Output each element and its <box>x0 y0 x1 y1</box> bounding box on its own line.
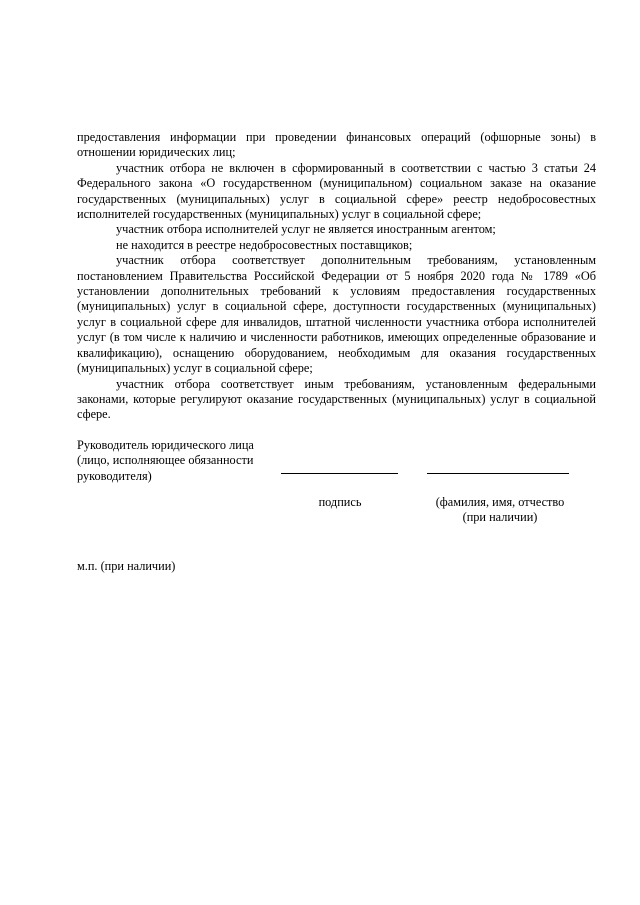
document-body <box>77 130 596 423</box>
full-name-caption-line-2: (при наличии) <box>462 510 538 525</box>
paragraph-not-in-unscrupulous-executors-registry: участник отбора не включен в сформированный в соответствии с частью 3 статьи 24 Федерального закона «О государственном (муниципальном) социальном заказе на оказание государственных (муниципальных) услуг в социальной сфере» реестр недобросовестных исполнителей государственных (муниципальных) услуг в социальной сфере; <box>77 160 596 222</box>
full-name-caption <box>420 495 580 526</box>
signatory-title-line-2: (лицо, исполняющее обязанности <box>77 453 254 468</box>
paragraph-not-foreign-agent: участник отбора исполнителей услуг не является иностранным агентом; <box>116 222 496 237</box>
signature-line <box>281 473 398 474</box>
signatory-title-line-3: руководителя) <box>77 468 152 483</box>
full-name-caption-line-1: (фамилия, имя, отчество <box>435 495 565 509</box>
seal-placeholder: м.п. (при наличии) <box>77 559 176 573</box>
paragraph-other-federal-requirements: участник отбора соответствует иным требованиям, установленным федеральными законами, которые регулируют оказание государственных (муниципальных) услуг в социальной сфере. <box>77 376 596 422</box>
signatory-block <box>77 438 254 484</box>
full-name-line <box>427 473 569 474</box>
paragraph-offshore-info: предоставления информации при проведении финансовых операций (офшорные зоны) в отношении юридических лиц; <box>77 130 596 160</box>
signature-caption: подпись <box>318 495 362 509</box>
signatory-title-line-1: Руководитель юридического лица <box>77 438 254 452</box>
paragraph-not-in-unscrupulous-suppliers-registry: не находится в реестре недобросовестных поставщиков; <box>116 237 413 252</box>
paragraph-additional-requirements: участник отбора соответствует дополнительным требованиям, установленным постановлением Правительства Российской Федерации от 5 ноября 2020 года № 1789 «Об установлении дополнительных требований к условиям предоставления государственных (муниципальных) услуг в социальной сфере, доступности государственных (муниципальных) услуг в социальной сфере для инвалидов, штатной численности участника отбора исполнителей услуг (в том числе к наличию и численности работников, имеющих определенные образование и квалификацию), оснащению оборудованием, необходимым для оказания государственных (муниципальных) услуг в социальной сфере; <box>77 253 596 376</box>
